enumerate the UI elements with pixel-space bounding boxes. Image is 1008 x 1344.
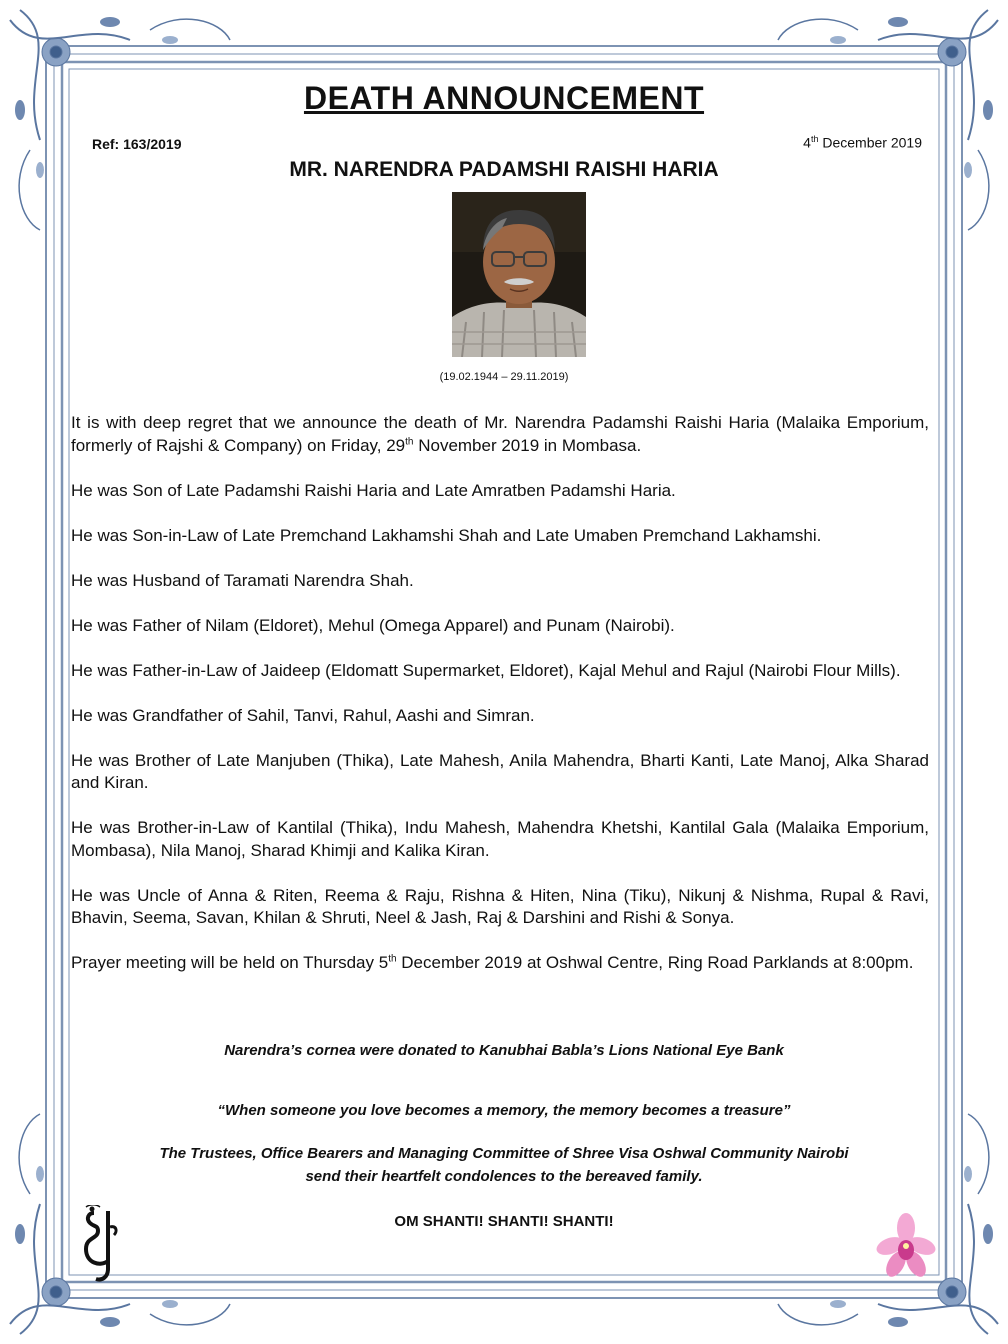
- om-shanti-line: OM SHANTI! SHANTI! SHANTI!: [394, 1213, 614, 1230]
- grandfather-paragraph: He was Grandfather of Sahil, Tanvi, Rahul, Aashi and Simran.: [71, 705, 535, 725]
- son-in-law-paragraph: He was Son-in-Law of Late Premchand Lakhamshi Shah and Late Umaben Premchand Lakhamshi.: [71, 525, 822, 545]
- jain-om-symbol-icon: [80, 1205, 122, 1283]
- father-paragraph: He was Father of Nilam (Eldoret), Mehul (Omega Apparel) and Punam (Nairobi).: [71, 615, 675, 635]
- portrait-photo: [452, 192, 586, 357]
- father-in-law-paragraph: He was Father-in-Law of Jaideep (Eldomatt Supermarket, Eldoret), Kajal Mehul and Rajul (Nairobi Flour Mills).: [71, 660, 901, 680]
- deceased-name: MR. NARENDRA PADAMSHI RAISHI HARIA: [289, 158, 719, 181]
- intro-paragraph: It is with deep regret that we announce the death of Mr. Narendra Padamshi Raishi Haria (Malaika Emporium, formerly of Rajshi & Company) on Friday, 29th November 2019 in Mombasa.: [71, 413, 929, 455]
- prayer-meeting-paragraph: Prayer meeting will be held on Thursday 5th December 2019 at Oshwal Centre, Ring Road Parklands at 8:00pm.: [71, 953, 914, 972]
- brother-paragraph: He was Brother of Late Manjuben (Thika), Late Mahesh, Anila Mahendra, Bharti Kanti, Late Manoj, Alka Sharad and Kiran.: [71, 750, 929, 792]
- cornea-donation-note: Narendra’s cornea were donated to Kanubhai Babla’s Lions National Eye Bank: [224, 1042, 784, 1059]
- uncle-paragraph: He was Uncle of Anna & Riten, Reema & Raju, Rishna & Hiten, Nina (Tiku), Nikunj & Nishma, Rupal & Ravi, Bhavin, Seema, Savan, Khilan & Shruti, Neel & Jash, Raj & Darshini and Rishi & Sonya.: [71, 885, 929, 927]
- announcement-body: [71, 412, 929, 997]
- page-title: DEATH ANNOUNCEMENT: [303, 80, 705, 116]
- orchid-flower-icon: [876, 1212, 936, 1282]
- brother-in-law-paragraph: He was Brother-in-Law of Kantilal (Thika), Indu Mahesh, Mahendra Khetshi, Kantilal Gala (Malaika Emporium, Mombasa), Nila Manoj, Sharad Khimji and Kalika Kiran.: [71, 818, 929, 860]
- condolence-message: The Trustees, Office Bearers and Managing Committee of Shree Visa Oshwal Community Nairobi send their heartfelt condolences to the bereaved family.: [159, 1145, 849, 1185]
- reference-number: Ref: 163/2019: [92, 136, 182, 152]
- son-paragraph: He was Son of Late Padamshi Raishi Haria and Late Amratben Padamshi Haria.: [71, 480, 676, 500]
- husband-paragraph: He was Husband of Taramati Narendra Shah.: [71, 570, 414, 590]
- announcement-date: 4th December 2019: [803, 134, 922, 151]
- memorial-quote: “When someone you love becomes a memory, the memory becomes a treasure”: [217, 1102, 791, 1119]
- lifespan-dates: (19.02.1944 – 29.11.2019): [439, 371, 569, 383]
